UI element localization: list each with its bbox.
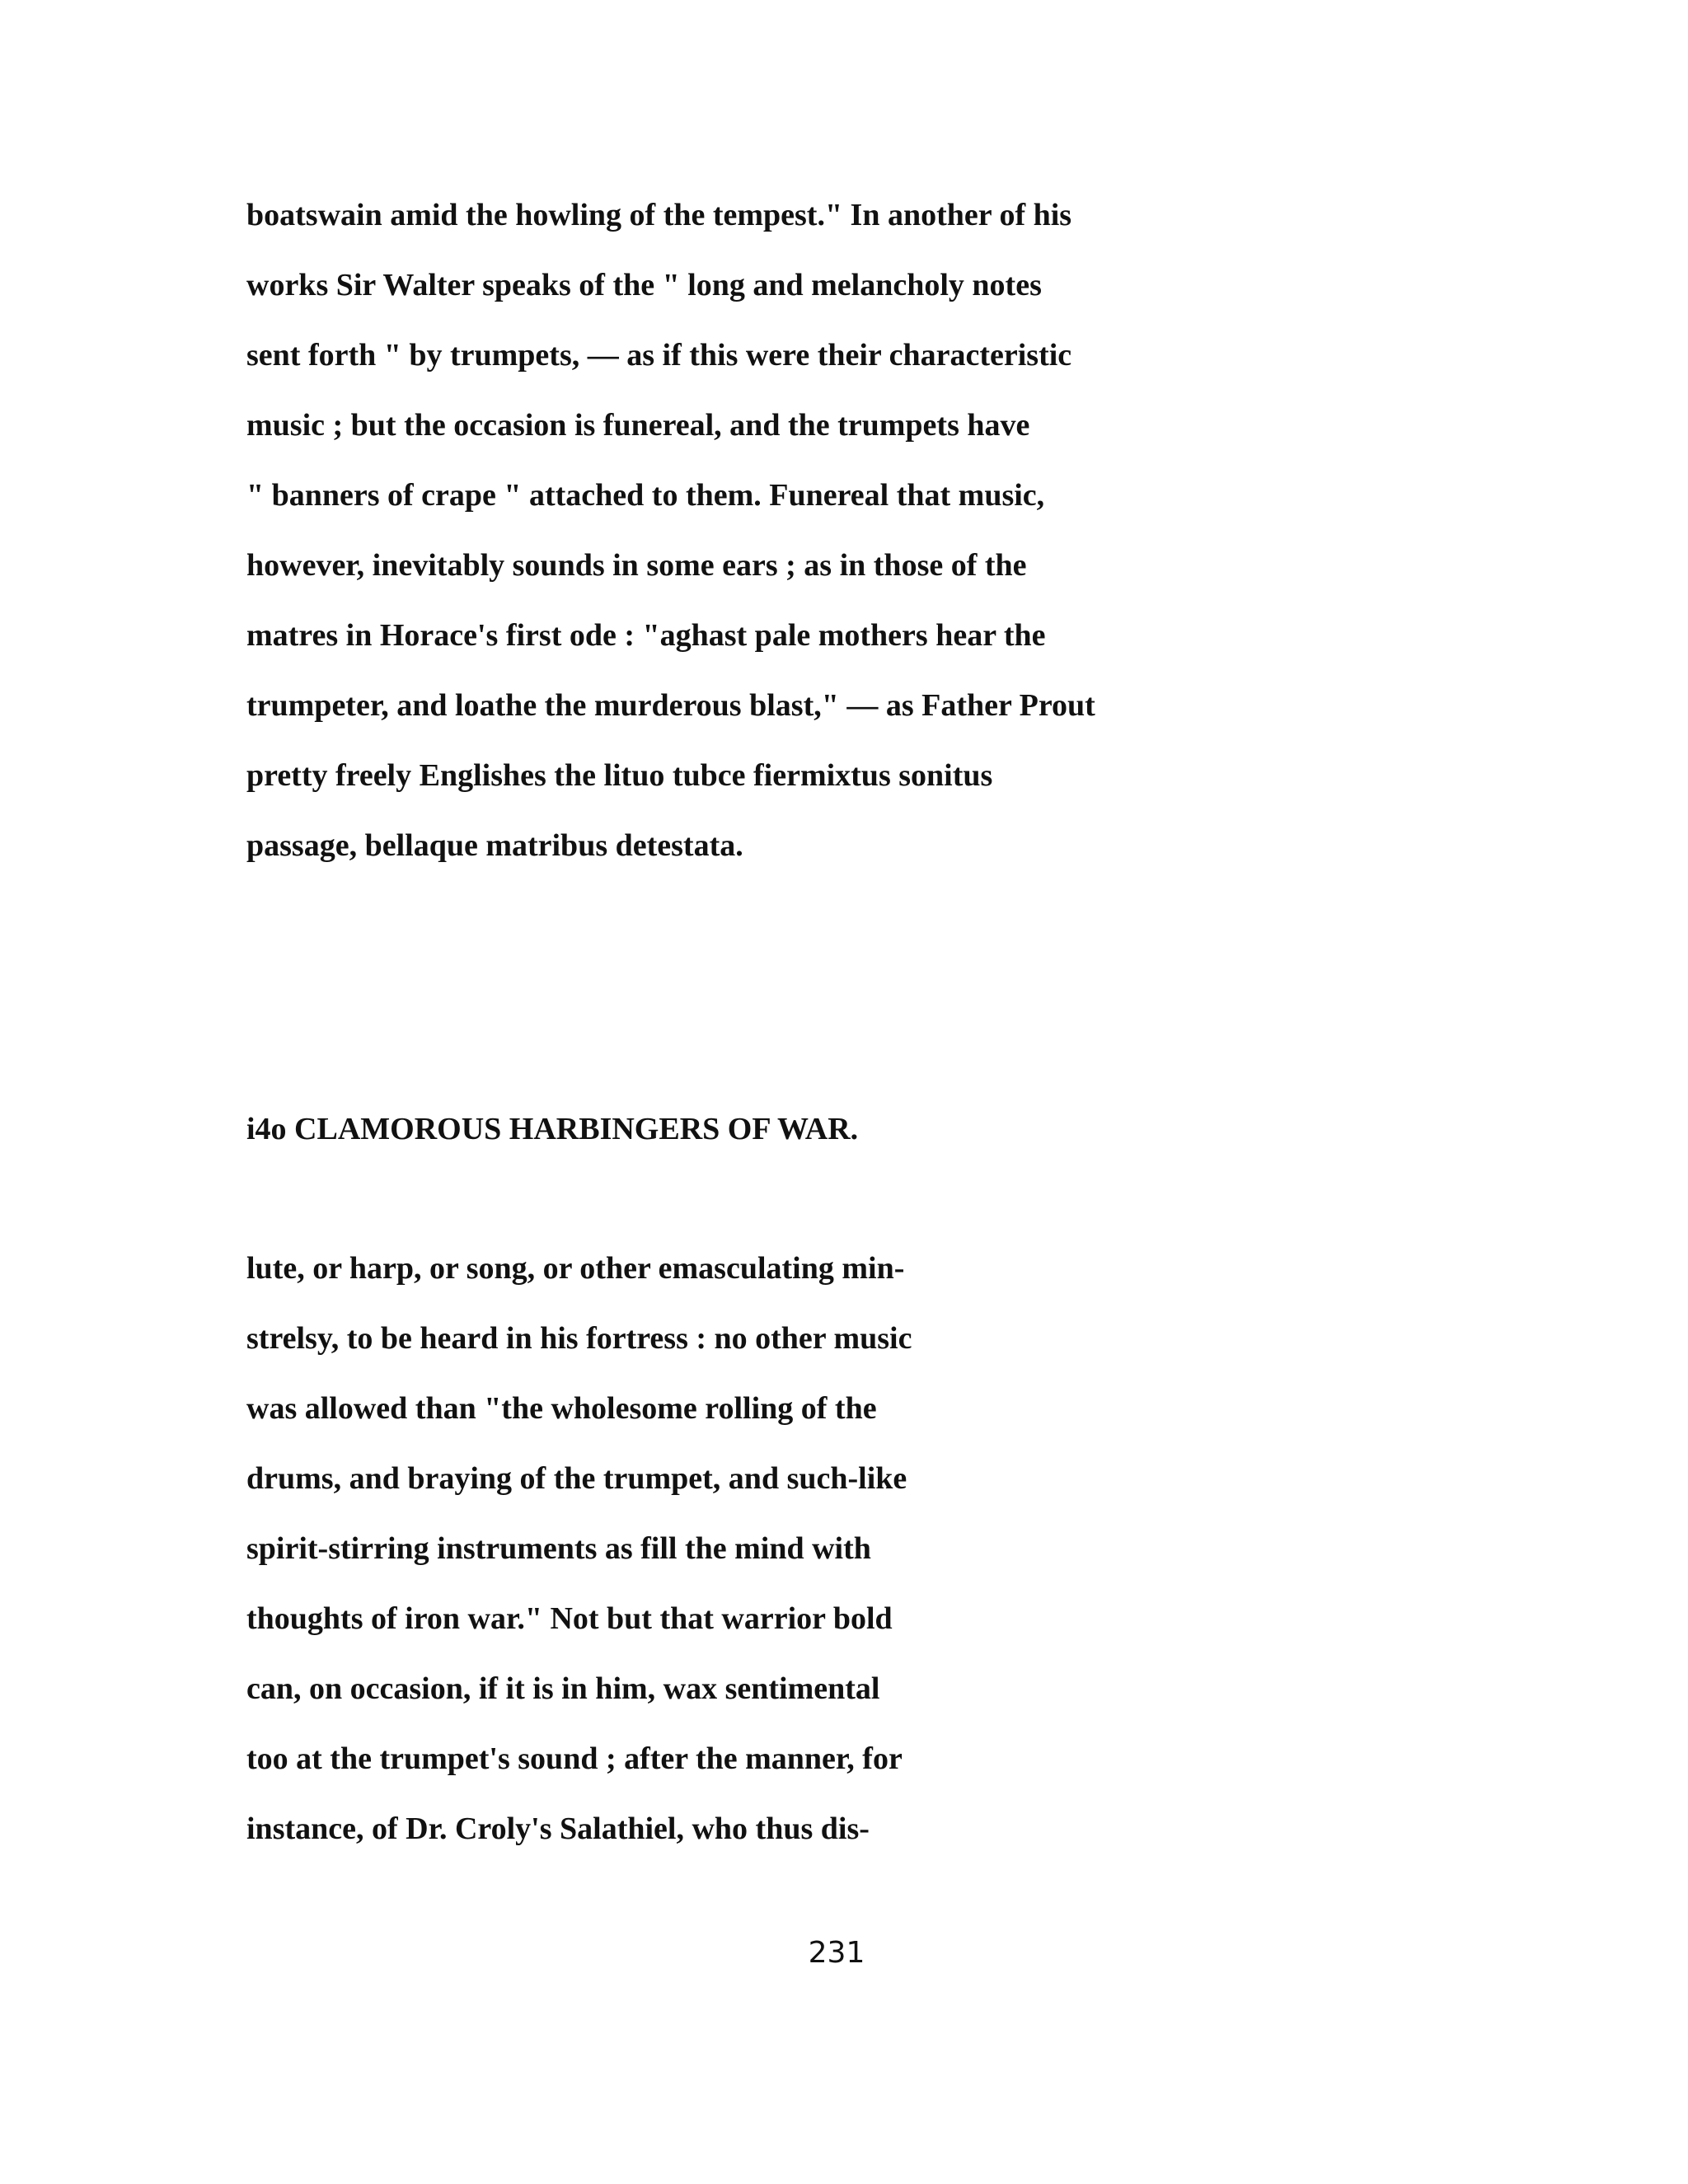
page-number: 231	[808, 1936, 865, 1970]
text-line: matres in Horace's first ode : "aghast pale mothers hear the	[246, 618, 1046, 653]
text-line: drums, and braying of the trumpet, and such-like	[246, 1461, 907, 1496]
text-line: was allowed than "the wholesome rolling of the	[246, 1391, 877, 1426]
text-line: thoughts of iron war." Not but that warrior bold	[246, 1601, 893, 1636]
text-line: sent forth " by trumpets, — as if this were their characteristic	[246, 338, 1072, 373]
text-line: " banners of crape " attached to them. Funereal that music,	[246, 478, 1045, 513]
text-line: however, inevitably sounds in some ears ; as in those of the	[246, 548, 1027, 583]
text-line: strelsy, to be heard in his fortress : no other music	[246, 1321, 912, 1356]
text-line: passage, bellaque matribus detestata.	[246, 828, 743, 863]
text-line: lute, or harp, or song, or other emasculating min-	[246, 1251, 905, 1286]
text-line: works Sir Walter speaks of the " long and melancholy notes	[246, 268, 1042, 302]
text-line: instance, of Dr. Croly's Salathiel, who thus dis-	[246, 1811, 870, 1846]
text-line: pretty freely Englishes the lituo tubce fiermixtus sonitus	[246, 758, 993, 793]
running-heading: i4o CLAMOROUS HARBINGERS OF WAR.	[246, 1112, 859, 1146]
text-line: music ; but the occasion is funereal, and the trumpets have	[246, 408, 1030, 443]
text-line: trumpeter, and loathe the murderous blast," — as Father Prout	[246, 688, 1095, 723]
text-line: too at the trumpet's sound ; after the manner, for	[246, 1741, 903, 1776]
text-line: boatswain amid the howling of the tempest." In another of his	[246, 198, 1072, 232]
text-line: spirit-stirring instruments as fill the mind with	[246, 1531, 871, 1566]
text-line: can, on occasion, if it is in him, wax sentimental	[246, 1671, 880, 1706]
